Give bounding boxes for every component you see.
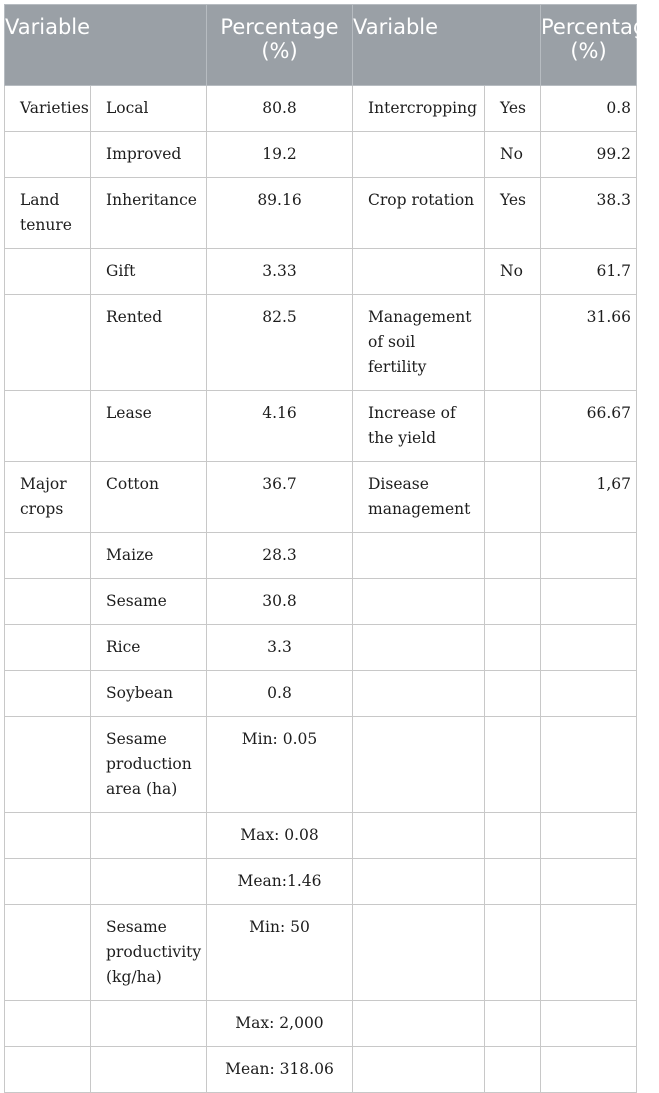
variable-item-cell — [91, 671, 207, 717]
header-percentage-left: Percentage (%) — [207, 5, 353, 86]
cell-text — [485, 579, 540, 599]
variable-right-cell — [353, 295, 485, 391]
variable-item-cell — [91, 295, 207, 391]
table-row — [5, 462, 637, 533]
percentage-cell — [207, 579, 353, 625]
cell-text — [485, 905, 540, 925]
option-cell — [485, 625, 541, 671]
variable-item-cell — [91, 533, 207, 579]
variable-group-cell — [5, 579, 91, 625]
cell-text: 82.5 — [262, 308, 297, 326]
cell-text — [541, 579, 636, 599]
cell-text: 1,67 — [596, 475, 631, 493]
option-cell — [485, 813, 541, 859]
cell-text — [353, 813, 484, 833]
cell-text: 4.16 — [262, 404, 297, 422]
percentage-cell — [207, 717, 353, 813]
cell-text: No — [500, 262, 523, 280]
cell-text — [485, 859, 540, 879]
option-cell — [485, 391, 541, 462]
cell-text: Increase of the yield — [368, 404, 456, 447]
cell-text: Mean: 318.06 — [225, 1060, 334, 1078]
cell-text — [353, 579, 484, 599]
cell-text — [485, 391, 540, 411]
variable-group-cell — [5, 1001, 91, 1047]
cell-text — [485, 295, 540, 315]
cell-text: 38.3 — [596, 191, 631, 209]
table-row — [5, 533, 637, 579]
table-row — [5, 625, 637, 671]
cell-text: Min: 0.05 — [241, 730, 318, 748]
variable-group-cell — [5, 462, 91, 533]
option-cell — [485, 86, 541, 132]
cell-text — [541, 1001, 636, 1021]
option-cell — [485, 533, 541, 579]
variable-group-cell — [5, 717, 91, 813]
cell-text: Sesame — [106, 592, 167, 610]
percentage-right-cell — [541, 86, 637, 132]
cell-text: Local — [106, 99, 149, 117]
cell-text: Maize — [106, 546, 154, 564]
variable-right-cell — [353, 579, 485, 625]
cell-text: Inheritance — [106, 191, 197, 209]
percentage-right-cell — [541, 462, 637, 533]
cell-text: Major crops — [20, 475, 67, 518]
variable-group-cell — [5, 859, 91, 905]
percentage-cell — [207, 462, 353, 533]
percentage-right-cell — [541, 391, 637, 462]
variable-right-cell — [353, 132, 485, 178]
cell-text: Lease — [106, 404, 152, 422]
variable-right-cell — [353, 813, 485, 859]
cell-text: Max: 0.08 — [240, 826, 319, 844]
cell-text: 19.2 — [262, 145, 297, 163]
percentage-cell — [207, 533, 353, 579]
table-row — [5, 178, 637, 249]
cell-text — [353, 717, 484, 737]
header-variable-left: Variable — [5, 5, 207, 86]
cell-text: 28.3 — [262, 546, 297, 564]
variable-right-cell — [353, 533, 485, 579]
cell-text: Intercropping — [368, 99, 478, 117]
table-row — [5, 249, 637, 295]
option-cell — [485, 905, 541, 1001]
cell-text — [541, 859, 636, 879]
option-cell — [485, 1047, 541, 1093]
variable-item-cell — [91, 1047, 207, 1093]
cell-text: Soybean — [106, 684, 174, 702]
percentage-cell — [207, 391, 353, 462]
variable-item-cell — [91, 249, 207, 295]
percentage-cell — [207, 905, 353, 1001]
variable-item-cell — [91, 905, 207, 1001]
variable-item-cell — [91, 625, 207, 671]
cell-text: Rented — [106, 308, 163, 326]
variable-group-cell — [5, 391, 91, 462]
cell-text: Management of soil fertility — [368, 308, 472, 376]
percentage-right-cell — [541, 132, 637, 178]
cell-text: Yes — [500, 191, 527, 209]
option-cell — [485, 462, 541, 533]
variable-right-cell — [353, 625, 485, 671]
cell-text — [541, 905, 636, 925]
cell-text: Crop rotation — [368, 191, 475, 209]
percentage-right-cell — [541, 533, 637, 579]
variable-right-cell — [353, 1047, 485, 1093]
cell-text — [5, 249, 90, 269]
cell-text: 30.8 — [262, 592, 297, 610]
cell-text: 99.2 — [596, 145, 631, 163]
cell-text: Max: 2,000 — [235, 1014, 324, 1032]
cell-text: 36.7 — [262, 475, 297, 493]
cell-text — [91, 859, 206, 879]
option-cell — [485, 717, 541, 813]
cell-text: 31.66 — [586, 308, 631, 326]
option-cell — [485, 132, 541, 178]
percentage-cell — [207, 1047, 353, 1093]
cell-text — [485, 1047, 540, 1067]
table-row — [5, 86, 637, 132]
variable-right-cell — [353, 178, 485, 249]
cell-text — [5, 391, 90, 411]
variable-item-cell — [91, 86, 207, 132]
percentage-right-cell — [541, 905, 637, 1001]
cell-text — [353, 1047, 484, 1067]
variable-right-cell — [353, 462, 485, 533]
variable-group-cell — [5, 178, 91, 249]
cell-text — [91, 1047, 206, 1067]
cell-text — [353, 533, 484, 553]
cell-text: Yes — [500, 99, 527, 117]
table-row — [5, 671, 637, 717]
cell-text — [5, 579, 90, 599]
cell-text: Land tenure — [20, 191, 72, 234]
table-body — [5, 86, 637, 1093]
header-row — [5, 5, 637, 86]
cell-text: Sesame production area (ha) — [106, 730, 192, 798]
cell-text: Min: 50 — [249, 918, 310, 936]
cell-text — [5, 1001, 90, 1021]
percentage-cell — [207, 249, 353, 295]
header-variable-right: Variable — [353, 5, 541, 86]
variable-item-cell — [91, 1001, 207, 1047]
percentage-right-cell — [541, 249, 637, 295]
cell-text — [485, 1001, 540, 1021]
cell-text — [541, 717, 636, 737]
percentage-right-cell — [541, 178, 637, 249]
cell-text — [485, 533, 540, 553]
percentage-right-cell — [541, 295, 637, 391]
option-cell — [485, 249, 541, 295]
cell-text — [485, 717, 540, 737]
variable-group-cell — [5, 671, 91, 717]
variable-right-cell — [353, 1001, 485, 1047]
cell-text — [541, 813, 636, 833]
percentage-right-cell — [541, 717, 637, 813]
variable-group-cell — [5, 905, 91, 1001]
cell-text — [5, 625, 90, 645]
option-cell — [485, 1001, 541, 1047]
variable-item-cell — [91, 462, 207, 533]
table-row — [5, 717, 637, 813]
percentage-right-cell — [541, 1047, 637, 1093]
table-row — [5, 1001, 637, 1047]
variable-right-cell — [353, 86, 485, 132]
cell-text — [353, 132, 484, 152]
percentage-cell — [207, 1001, 353, 1047]
percentage-cell — [207, 625, 353, 671]
cell-text — [5, 533, 90, 553]
cell-text: 89.16 — [257, 191, 302, 209]
cell-text: 0.8 — [606, 99, 631, 117]
variable-right-cell — [353, 671, 485, 717]
table-row — [5, 905, 637, 1001]
cell-text — [541, 1047, 636, 1067]
cell-text: Sesame productivity (kg/ha) — [106, 918, 202, 986]
variable-group-cell — [5, 625, 91, 671]
table-row — [5, 813, 637, 859]
cell-text — [5, 295, 90, 315]
cell-text — [485, 462, 540, 482]
cell-text — [91, 813, 206, 833]
variable-right-cell — [353, 249, 485, 295]
table-row — [5, 1047, 637, 1093]
cell-text — [541, 671, 636, 691]
cell-text — [5, 671, 90, 691]
cell-text — [5, 132, 90, 152]
option-cell — [485, 579, 541, 625]
option-cell — [485, 295, 541, 391]
percentage-right-cell — [541, 813, 637, 859]
cell-text: Disease management — [368, 475, 471, 518]
cell-text — [91, 1001, 206, 1021]
table-row — [5, 859, 637, 905]
cell-text: 3.3 — [267, 638, 292, 656]
cell-text — [485, 671, 540, 691]
cell-text — [485, 625, 540, 645]
cell-text — [353, 1001, 484, 1021]
cell-text — [353, 859, 484, 879]
percentage-cell — [207, 132, 353, 178]
variable-item-cell — [91, 391, 207, 462]
cell-text: Rice — [106, 638, 141, 656]
cell-text: Gift — [106, 262, 136, 280]
variable-item-cell — [91, 579, 207, 625]
variable-group-cell — [5, 533, 91, 579]
cell-text: 0.8 — [267, 684, 292, 702]
cell-text — [541, 533, 636, 553]
percentage-cell — [207, 295, 353, 391]
cell-text — [5, 813, 90, 833]
percentage-cell — [207, 86, 353, 132]
percentage-right-cell — [541, 625, 637, 671]
cell-text: No — [500, 145, 523, 163]
variable-right-cell — [353, 859, 485, 905]
percentage-cell — [207, 813, 353, 859]
cell-text: Cotton — [106, 475, 159, 493]
variable-right-cell — [353, 905, 485, 1001]
cell-text: 3.33 — [262, 262, 297, 280]
header-percentage-right: Percentage (%) — [541, 5, 637, 86]
variable-group-cell — [5, 1047, 91, 1093]
cell-text: Varieties — [20, 99, 89, 117]
variable-item-cell — [91, 859, 207, 905]
data-table — [4, 4, 659, 1093]
cell-text: 80.8 — [262, 99, 297, 117]
cell-text — [353, 671, 484, 691]
variable-group-cell — [5, 249, 91, 295]
percentage-right-cell — [541, 1001, 637, 1047]
cell-text — [5, 859, 90, 879]
cell-text — [541, 625, 636, 645]
percentage-right-cell — [541, 859, 637, 905]
table-row — [5, 132, 637, 178]
cell-text — [353, 625, 484, 645]
variable-group-cell — [5, 132, 91, 178]
variable-group-cell — [5, 86, 91, 132]
variable-right-cell — [353, 391, 485, 462]
cell-text — [5, 905, 90, 925]
cell-text — [485, 813, 540, 833]
cell-text: 61.7 — [596, 262, 631, 280]
cell-text: Mean:1.46 — [237, 872, 322, 890]
variable-item-cell — [91, 813, 207, 859]
variable-item-cell — [91, 717, 207, 813]
percentage-cell — [207, 178, 353, 249]
cell-text: 66.67 — [586, 404, 631, 422]
cell-text — [353, 249, 484, 269]
cell-text: Improved — [106, 145, 182, 163]
table-row — [5, 579, 637, 625]
variable-group-cell — [5, 295, 91, 391]
cell-text — [5, 717, 90, 737]
variable-item-cell — [91, 178, 207, 249]
percentage-right-cell — [541, 579, 637, 625]
variable-item-cell — [91, 132, 207, 178]
option-cell — [485, 178, 541, 249]
percentage-cell — [207, 859, 353, 905]
variable-group-cell — [5, 813, 91, 859]
cell-text — [5, 1047, 90, 1067]
cell-text — [353, 905, 484, 925]
percentage-cell — [207, 671, 353, 717]
option-cell — [485, 859, 541, 905]
percentage-right-cell — [541, 671, 637, 717]
table-row — [5, 391, 637, 462]
option-cell — [485, 671, 541, 717]
table-row — [5, 295, 637, 391]
variable-right-cell — [353, 717, 485, 813]
